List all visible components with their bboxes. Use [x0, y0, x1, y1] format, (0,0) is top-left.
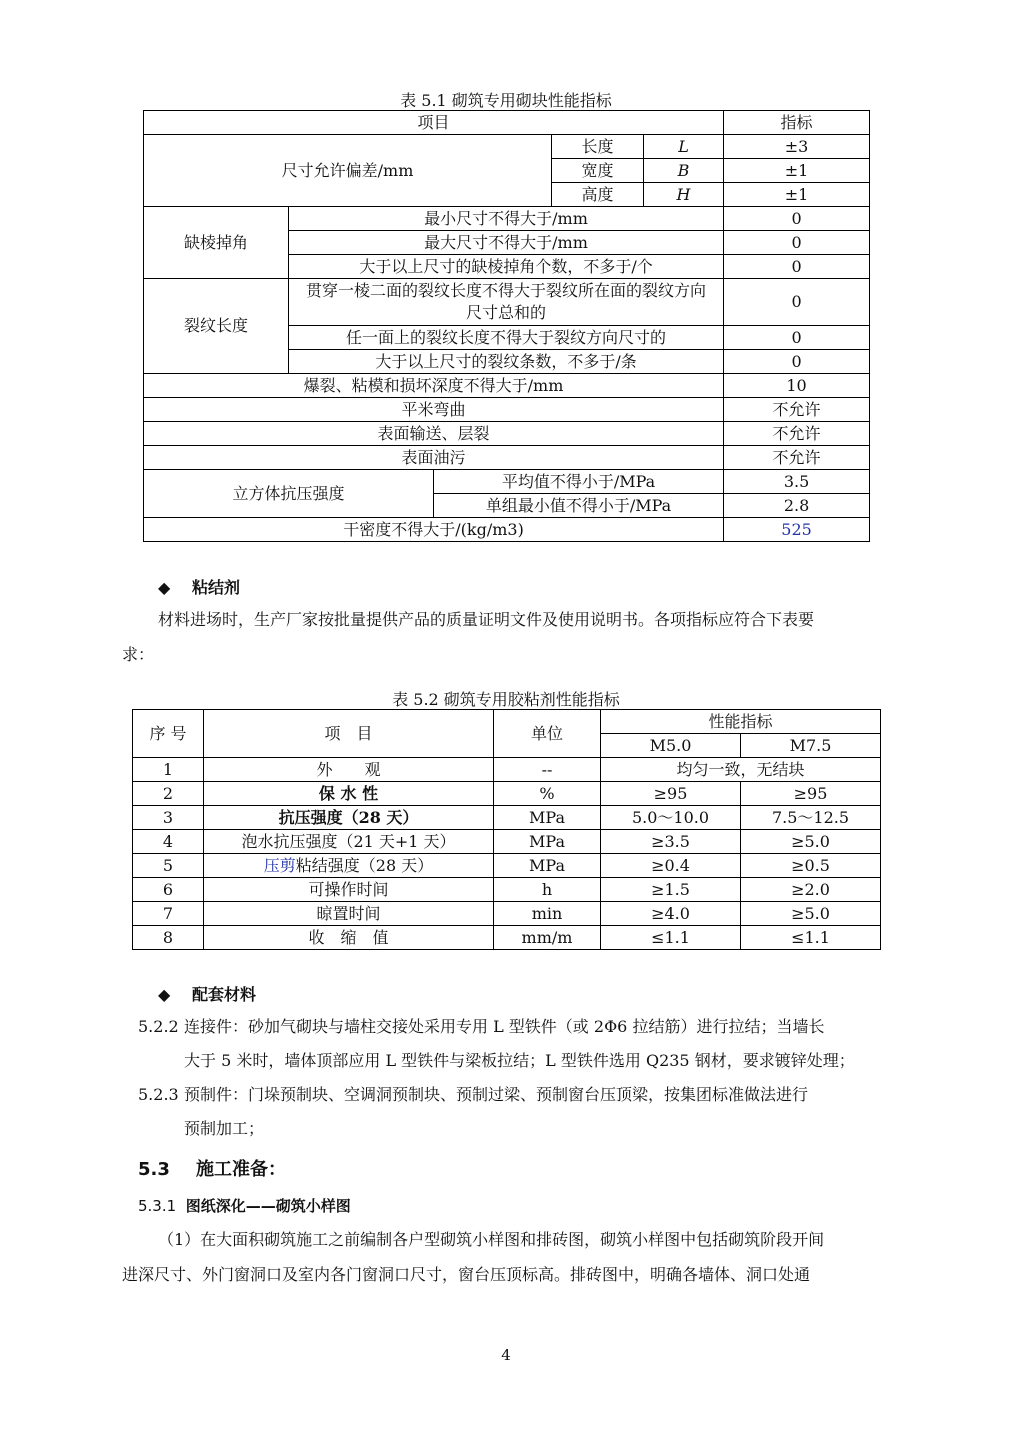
section-number-522: 5.2.2: [138, 1017, 179, 1036]
row-m50: ≥1.5: [601, 878, 741, 902]
corner-label: 缺棱掉角: [144, 207, 289, 279]
subsection-heading-531: [138, 1195, 351, 1216]
crack-name: 大于以上尺寸的裂纹条数，不多于/条: [289, 350, 724, 374]
row-m50: ≤1.1: [601, 926, 741, 950]
table-row: [133, 854, 881, 878]
bullet-materials-label: 配套材料: [192, 985, 257, 1004]
row-no: 3: [133, 806, 204, 830]
diamond-bullet-icon: ◆: [158, 578, 171, 597]
subsection-heading-531-number: 5.3.1: [138, 1197, 177, 1215]
corner-value: 0: [724, 231, 870, 255]
size-symbol: B: [644, 159, 724, 183]
table-row: [144, 518, 870, 542]
section-number-523: 5.2.3: [138, 1085, 179, 1104]
table-row: [133, 902, 881, 926]
size-value: ±3: [724, 135, 870, 159]
strength-value: 3.5: [724, 470, 870, 494]
row-item: 泡水抗压强度（21 天+1 天）: [204, 830, 494, 854]
bullet-materials: [158, 982, 256, 1005]
single-name: 爆裂、粘模和损坏深度不得大于/mm: [144, 374, 724, 398]
row-item-rest: 粘结强度（28 天）: [295, 855, 434, 875]
single-value: 10: [724, 374, 870, 398]
adhesive-paragraph-line2: 求：: [122, 645, 155, 664]
row-m75: ≥5.0: [741, 902, 881, 926]
header-performance: 性能指标: [601, 710, 881, 734]
density-name: 干密度不得大于/(kg/m3): [144, 518, 724, 542]
table-row: [133, 806, 881, 830]
paragraph-1-line1: （1）在大面积砌筑施工之前编制各户型砌筑小样图和排砖图，砌筑小样图中包括砌筑阶段开间: [158, 1230, 825, 1249]
size-name: 高度: [552, 183, 644, 207]
row-no: 7: [133, 902, 204, 926]
paragraph-1-line2: 进深尺寸、外门窗洞口及室内各门窗洞口尺寸，窗台压顶标高。排砖图中，明确各墙体、洞口处通: [122, 1265, 811, 1284]
table-row: [144, 279, 870, 326]
paragraph-522-line2: 大于 5 米时，墙体顶部应用 L 型铁件与梁板拉结；L 型铁件选用 Q235 钢材，要求镀锌处理；: [184, 1051, 855, 1070]
row-item: [204, 854, 494, 878]
table-row: [133, 710, 881, 734]
row-unit: --: [494, 758, 601, 782]
table-row: [133, 758, 881, 782]
table-row: [144, 422, 870, 446]
row-m50: ≥3.5: [601, 830, 741, 854]
table-row: [133, 926, 881, 950]
density-value: 525: [724, 518, 870, 542]
row-item: 抗压强度（28 天）: [204, 806, 494, 830]
corner-name: 最大尺寸不得大于/mm: [289, 231, 724, 255]
row-m75: 7.5～12.5: [741, 806, 881, 830]
row-merged-value: 均匀一致，无结块: [601, 758, 881, 782]
section-heading-53-title: 施工准备：: [196, 1159, 286, 1180]
header-item: 项 目: [204, 710, 494, 758]
table-row: [144, 111, 870, 135]
table-row: [133, 830, 881, 854]
row-m50: ≥0.4: [601, 854, 741, 878]
strength-label: 立方体抗压强度: [144, 470, 434, 518]
table2-caption: 表 5.2 砌筑专用胶粘剂性能指标: [392, 690, 620, 709]
crack-name: 任一面上的裂纹长度不得大于裂纹方向尺寸的: [289, 326, 724, 350]
paragraph-523-line2: 预制加工；: [184, 1119, 265, 1138]
row-no: 4: [133, 830, 204, 854]
page-number: 4: [501, 1346, 511, 1364]
row-no: 2: [133, 782, 204, 806]
adhesive-performance-table: [132, 709, 881, 950]
single-name: 平米弯曲: [144, 398, 724, 422]
header-no: 序 号: [133, 710, 204, 758]
row-unit: MPa: [494, 854, 601, 878]
size-label: 尺寸允许偏差/mm: [144, 135, 552, 207]
row-unit: h: [494, 878, 601, 902]
paragraph-522-line1: 连接件：砂加气砌块与墙柱交接处采用专用 L 型铁件（或 2Φ6 拉结筋）进行拉结；当墙长: [184, 1017, 825, 1036]
crack-value: 0: [724, 326, 870, 350]
row-item: 外 观: [204, 758, 494, 782]
strength-value: 2.8: [724, 494, 870, 518]
bullet-adhesive: [158, 575, 240, 598]
table-row: [144, 470, 870, 494]
section-heading-53: [138, 1155, 286, 1181]
diamond-bullet-icon: ◆: [158, 985, 171, 1004]
bullet-adhesive-label: 粘结剂: [192, 578, 241, 597]
strength-name: 平均值不得小于/MPa: [434, 470, 724, 494]
subsection-heading-531-title: 图纸深化——砌筑小样图: [185, 1197, 351, 1215]
single-value: 不允许: [724, 422, 870, 446]
single-value: 不允许: [724, 398, 870, 422]
row-item: 晾置时间: [204, 902, 494, 926]
crack-name: 贯穿一棱二面的裂纹长度不得大于裂纹所在面的裂纹方向尺寸总和的: [289, 279, 724, 326]
block-performance-table: [143, 110, 870, 542]
row-m75: ≥95: [741, 782, 881, 806]
table1-caption: 表 5.1 砌筑专用砌块性能指标: [400, 91, 612, 110]
table-row: [144, 207, 870, 231]
row-item: 保 水 性: [204, 782, 494, 806]
row-m75: ≥0.5: [741, 854, 881, 878]
table-row: [144, 135, 870, 159]
header-index: 指标: [724, 111, 870, 135]
row-m50: ≥95: [601, 782, 741, 806]
row-unit: MPa: [494, 806, 601, 830]
size-symbol: L: [644, 135, 724, 159]
header-item: 项目: [144, 111, 724, 135]
single-name: 表面油污: [144, 446, 724, 470]
corner-value: 0: [724, 207, 870, 231]
size-value: ±1: [724, 159, 870, 183]
row-m75: ≥5.0: [741, 830, 881, 854]
table-row: [144, 446, 870, 470]
table-row: [133, 782, 881, 806]
header-m50: M5.0: [601, 734, 741, 758]
crack-value: 0: [724, 279, 870, 326]
row-m50: ≥4.0: [601, 902, 741, 926]
size-symbol: H: [644, 183, 724, 207]
row-m50: 5.0～10.0: [601, 806, 741, 830]
row-item-highlight: 压剪: [263, 855, 296, 875]
single-value: 不允许: [724, 446, 870, 470]
table-row: [144, 398, 870, 422]
row-unit: mm/m: [494, 926, 601, 950]
header-unit: 单位: [494, 710, 601, 758]
size-name: 长度: [552, 135, 644, 159]
corner-name: 最小尺寸不得大于/mm: [289, 207, 724, 231]
header-m75: M7.5: [741, 734, 881, 758]
table-row: [133, 878, 881, 902]
row-unit: min: [494, 902, 601, 926]
strength-name: 单组最小值不得小于/MPa: [434, 494, 724, 518]
adhesive-paragraph-line1: 材料进场时，生产厂家按批量提供产品的质量证明文件及使用说明书。各项指标应符合下表要: [158, 610, 815, 629]
row-no: 8: [133, 926, 204, 950]
row-m75: ≥2.0: [741, 878, 881, 902]
table-row: [144, 374, 870, 398]
row-item: 收 缩 值: [204, 926, 494, 950]
single-name: 表面输送、层裂: [144, 422, 724, 446]
corner-name: 大于以上尺寸的缺棱掉角个数，不多于/个: [289, 255, 724, 279]
crack-label: 裂纹长度: [144, 279, 289, 374]
row-no: 1: [133, 758, 204, 782]
row-no: 5: [133, 854, 204, 878]
row-no: 6: [133, 878, 204, 902]
size-name: 宽度: [552, 159, 644, 183]
row-m75: ≤1.1: [741, 926, 881, 950]
row-unit: MPa: [494, 830, 601, 854]
size-value: ±1: [724, 183, 870, 207]
section-heading-53-number: 5.3: [138, 1159, 170, 1180]
row-item: 可操作时间: [204, 878, 494, 902]
row-unit: %: [494, 782, 601, 806]
corner-value: 0: [724, 255, 870, 279]
paragraph-523-line1: 预制件：门垛预制块、空调洞预制块、预制过梁、预制窗台压顶梁，按集团标准做法进行: [184, 1085, 809, 1104]
crack-value: 0: [724, 350, 870, 374]
